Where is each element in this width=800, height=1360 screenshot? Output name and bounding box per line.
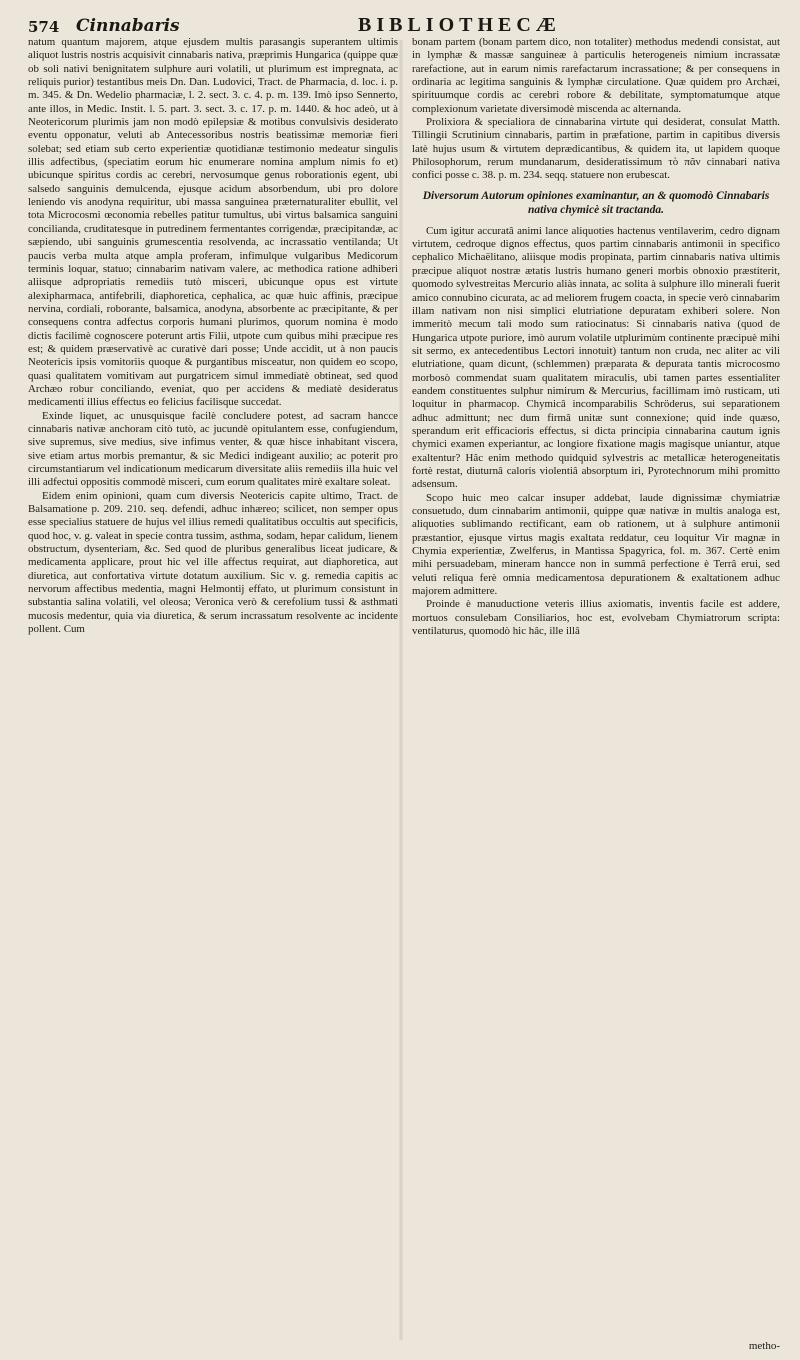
left-column	[28, 36, 398, 636]
running-title: Cinnabaris	[76, 16, 180, 36]
right-paragraph: Cum igitur accuratâ animi lance aliquoties hactenus ventilaverim, cedro dignam virtutem, cedroque dignos effectus, quos partim cinnabaris antimonii in specifico cephalico Michaëlitano, aliisque modis propinata, partim cinnabaris nativa ultimis præcipue aliquot nostræ ætatis lustris humano generi morbis obnoxio præstiterit, quomodo sylvestreitas Mercurio aliàs innata, ac solita à sulphure illo minerali fuerit amico connubino cicurata, ac ad meliorem frugem coacta, in specie verò cinnabarim illam nativam non nisi simplici elutriatione depuratam exhiberi solere. Non immeritò mecum tali modo sum ratiocinatus: Si cinnabaris nativa (quod de Hungarica utpote puriore, imò aurum volatile utplurimùm continente præcipuè mihi sit sermo, ex antecedentibus Lectori innotuit) tantum non cruda, nec aliter ac vili elutriatione, quam dicunt, (schlemmen) præparata & depurata tantis microcosmo morbosò commendat suam qualitatem miraculis, ubi tamen partes essentialiter eandem constituentes sulphur nimirum & Mercurius, facillimam imò rusticam, uti loquitur in pharmacop. Chymicâ incomparabilis Schröderus, sui separationem adhuc admittunt; nec dum firmâ unitæ sunt connexione; quid inde quæso, sperandum erit efficacioris effectus, si dicta principia cinnabarina cautum ignis chymici examen experiantur, ac longiore fixatione magis magisque uniantur, atque exaltentur? Hâc enim methodo quidquid sylvestris ac metallicæ heterogeneitatis fortè restat, diuturnâ caloris violentiâ absorptum iri, Pyrotechnorum mihi promitto adsensum.	[412, 224, 780, 491]
right-paragraph: Proinde è manuductione veteris illius axiomatis, inventis facile est addere, mortuos consulebam Consiliarios, hoc est, evolvebam Chymiatrorum scripta: ventilaturus, quomodò hic hâc, ille illâ	[412, 598, 780, 638]
right-paragraph: bonam partem (bonam partem dico, non totaliter) methodus medendi consistat, aut in lymphæ & massæ sanguineæ à particulis heterogeneis nimium incrassatæ rarefactione, aut in earum nimis rarefactarum incrassatione; & per consequens in ordinaria ac legitima sanguinis & lymphæ circulatione. Quæ quidem pro Archæi, spirituumque cordis ac cerebri robore & debilitate, symptomatumque atque complexionum varietate diversimodè miscenda ac alternanda.	[412, 36, 780, 115]
left-paragraph: Eidem enim opinioni, quam cum diversis Neotericis capite ultimo, Tract. de Balsamatione p. 209. 210. seq. defendi, adhuc inhæreo; scilicet, non semper opus esse specialius statuere de hujus vel illius remedi qualitatibus occultis aut specificis, quod hoc, v. g. valeat in specie contra tussim, asthma, sodam, hepar calidum, lienem obstructum, dysenteriam, &c. Sed quod de pluribus generalibus liceat judicare, & medicamenta applicare, prout hic vel ille affectus requirat, aut diaphoretica, aut diuretica, aut confortativa virtute dotatum auxilium. Sic v. g. remedia capitis ac nervorum affectibus medentia, magni Helmontij effato, ut plurimum consistunt in substantia salina volatili, vel oleosa; Veronica verò & cerefolium tussi & asthmati mucosis medentur, quia via diuretica, & serum incrassatum resolvente ac incidente pollent. Cum	[28, 489, 398, 636]
section-heading: BIBLIOTHECÆ	[358, 14, 561, 36]
section-subheading: Diversorum Autorum opiniones examinantur, an & quomodò Cinnabaris nativa chymicè sit tractanda.	[422, 189, 770, 216]
right-paragraph: Prolixiora & specialiora de cinnabarina virtute qui desiderat, consulat Matth. Tillingii Scrutinium cinnabaris, partim in præfatione, partim in capitibus diversis latè hujus usum & virtutem deprædicantibus, & quidem ita, ut lapidem quoque Philosophorum, rerum mundanarum, desideratissimum τὸ πᾶν cinnabari nativa confici posse c. 38. p. m. 234. seqq. statuere non erubescat.	[412, 116, 780, 182]
column-gutter	[399, 40, 403, 1340]
right-column	[412, 36, 780, 638]
page-number: 574	[28, 18, 60, 36]
left-paragraph: natum quantum majorem, atque ejusdem multis parasangis superantem ultimis aliquot lustris nostris acquisivit cinnabaris nativa, præprimis Hungarica (quippe quæ ob soli nativi benignitatem sulphure auri volatili, ut plurimum est impregnata, ac reliquis purior) testantibus meis Dn. Dan. Ludovici, Tract. de Pharmacia, d. loc. i. p. m. 345. & Dn. Wedelio pharmaciæ, l. 2. sect. 3. c. 4. p. m. 139. Imò ipso Sennerto, ante illos, in Medic. Instit. l. 5. part. 3. sect. 3. c. 17. p. m. 1440. & hoc adeò, ut à Neotericorum plurimis jam non modò epilepsiæ & motibus convulsivis desiderato eventu opponatur, veluti ab Antecessoribus nostris beatissimæ memoriæ fieri solebat; sed etiam sub certo experientiæ quotidianæ testimonio medeatur singulis illis adfectibus, (speciatim eorum hic enumerare nomina amplum nimis fo et) ubicunque spiritus cordis ac cerebri, nervosumque genus roborationis egent, ubi salsedo sanguinis demulcenda, ejusque acidum absorbendum, ubi pro dolore leniendo vis anodyna requiritur, ubi massa sanguinea præternaturaliter ebullit, vel tota Microcosmi œconomia rebelles patitur tumultus, ubi virtus balsamica sanguini concilianda, cruditatesque in putredinem fermentantes corrigendæ, præcipitandæ, ac sæpiendo, ubi sanguinis grumescentia resolvenda, ac incrassatio ventilanda; Ut paucis verba multa atque ampla proferam, infimulque vulgaribus Medicorum terminis loquar, statuo; cinnabarim nativam valere, ac methodica ratione adhiberi aliisque adpropriatis remediis tutò misceri, ubicunque opus est virtute alexipharmaca, antifebrili, diaphoretica, cephalica, ac quæ huic affinis, præcipue nervina, cordiali, roborante, balsamica, anodyna, absorbente ac præcipitante, & per consequens contra adfectus corporis humani plurimos, quorum nomina è modo dictis facilimè cognoscere poterunt artis Filii, utpote cum quibus mihi præcipue res est; & quidem præservativè ac curativè dari posse; Unde accidit, ut à non paucis Neotericis ipsis vomitoriis quoque & purgantibus misceatur, non quidem eo scopo, quasi qualitatem vomitivam aut purgatricem simul immediatè obtineat, sed quod Archæo robur conciliando, eveniat, quo per accidens & mediatè desideratus medicamenti illius effectus eo felicius facilisque succedat.	[28, 36, 398, 409]
page-header	[28, 8, 778, 38]
right-paragraph: Scopo huic meo calcar insuper addebat, laude dignissimæ chymiatriæ consuetudo, dum cinnabarim antimonii, quippe quæ nativæ in multis analoga est, aliquoties sublimando rectificant, eam ob rationem, ut à sulphure antimonii præstantior, ejusque virtus magis exaltata reddatur, ceu loquitur Vir magnæ in Chymia experientiæ, Zwelferus, in Mantissa Spagyrica, fol. m. 367. Certè enim mihi persuadebam, mineram hancce non in summâ perfectione è Terrâ erui, sed veluti reliqua ferè omnia medicamentosa depurationem & exaltationem adhuc majorem admittere.	[412, 491, 780, 598]
catchword: metho-	[748, 1340, 780, 1352]
left-paragraph: Exinde liquet, ac unusquisque facilè concludere potest, ad sacram hancce cinnabaris nativæ anchoram citò tutò, ac jucundè opitulantem esse, confugiendum, sive supremus, sive medius, sive infimus venter, & quæ hisce inhabitant viscera, sive etiam artus morbis premantur, & sic Medici indigeant auxilio; ac poterit pro circumstantiarum vel indicationum medicarum diversitate aliis remediis illa huic vel illi adfectui oppositis commodè misceri, cum eorum qualitates mirè exaltare soleat.	[28, 409, 398, 489]
